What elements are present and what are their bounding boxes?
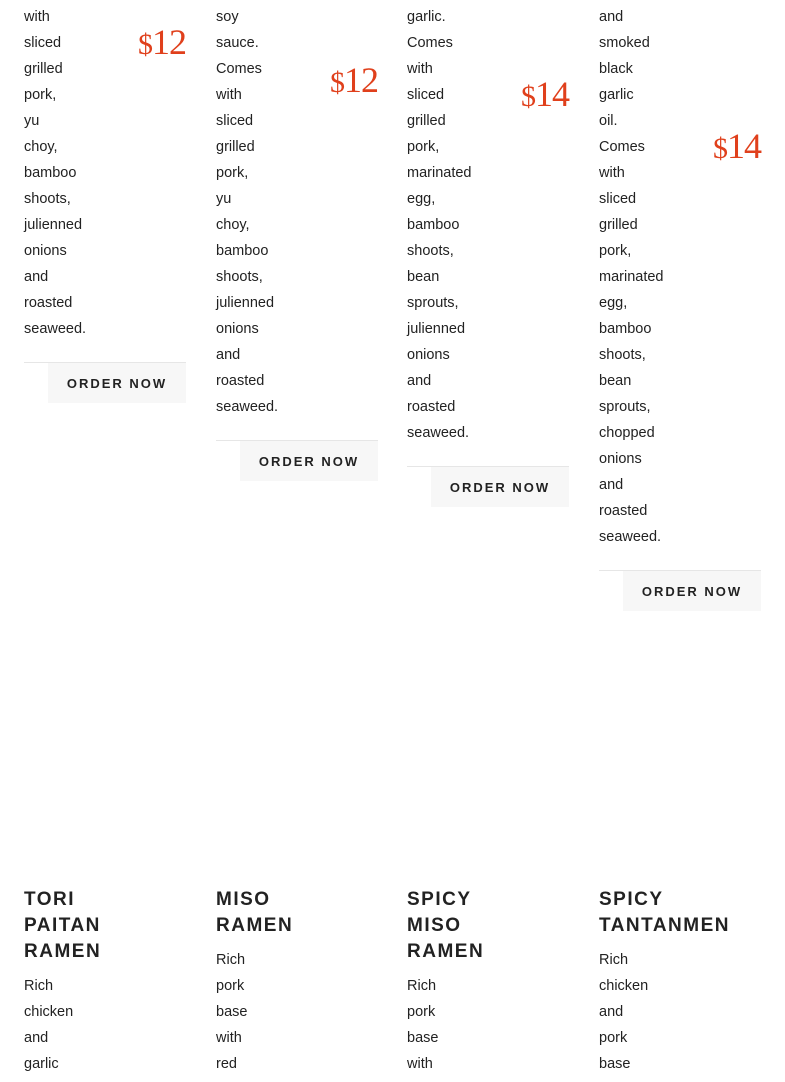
menu-card-bottom-3 [407,887,569,1077]
menu-card-bottom-4 [599,887,761,1077]
menu-card-bottom-2 [216,887,378,1077]
menu-card-top-2 [216,0,378,483]
order-divider [24,362,186,405]
item-description: garlic. Comes with sliced grilled pork, marinated egg, bamboo shoots, bean sprouts, julienned onions and roasted seaweed. [407,9,472,441]
item-title: MISO RAMEN [216,889,294,936]
order-now-button[interactable]: ORDER NOW [623,571,761,611]
order-divider [216,440,378,483]
price-label: $14 [713,126,761,166]
order-now-button[interactable]: ORDER NOW [240,441,378,481]
price-label: $14 [521,74,569,114]
price-label: $12 [330,60,378,100]
order-now-button[interactable]: ORDER NOW [48,363,186,403]
order-divider [407,466,569,509]
item-description: soy sauce. Comes with sliced grilled pork, yu choy, bamboo shoots, julienned onions and roasted seaweed. [216,9,279,415]
item-description: Rich pork base with [407,978,439,1072]
item-description: with sliced grilled pork, yu choy, bamboo shoots, julienned onions and roasted seaweed. [24,9,87,337]
order-divider [599,570,761,613]
order-now-button[interactable]: ORDER NOW [431,467,569,507]
item-description: Rich chicken and garlic [24,978,74,1072]
item-description: Rich pork base with red [216,952,248,1072]
price-label: $12 [138,22,186,62]
item-description: Rich chicken and pork base [599,952,649,1072]
item-title: SPICY TANTANMEN [599,889,730,936]
menu-card-top-1 [24,0,186,405]
menu-card-top-3 [407,0,569,509]
item-title: TORI PAITAN RAMEN [24,889,102,962]
menu-card-bottom-1 [24,887,186,1077]
item-description: and smoked black garlic oil. Comes with sliced grilled pork, marinated egg, bamboo shoots, bean sprouts, chopped onions and roasted seaweed. [599,9,664,545]
menu-card-top-4 [599,0,761,613]
item-title: SPICY MISO RAMEN [407,889,485,962]
